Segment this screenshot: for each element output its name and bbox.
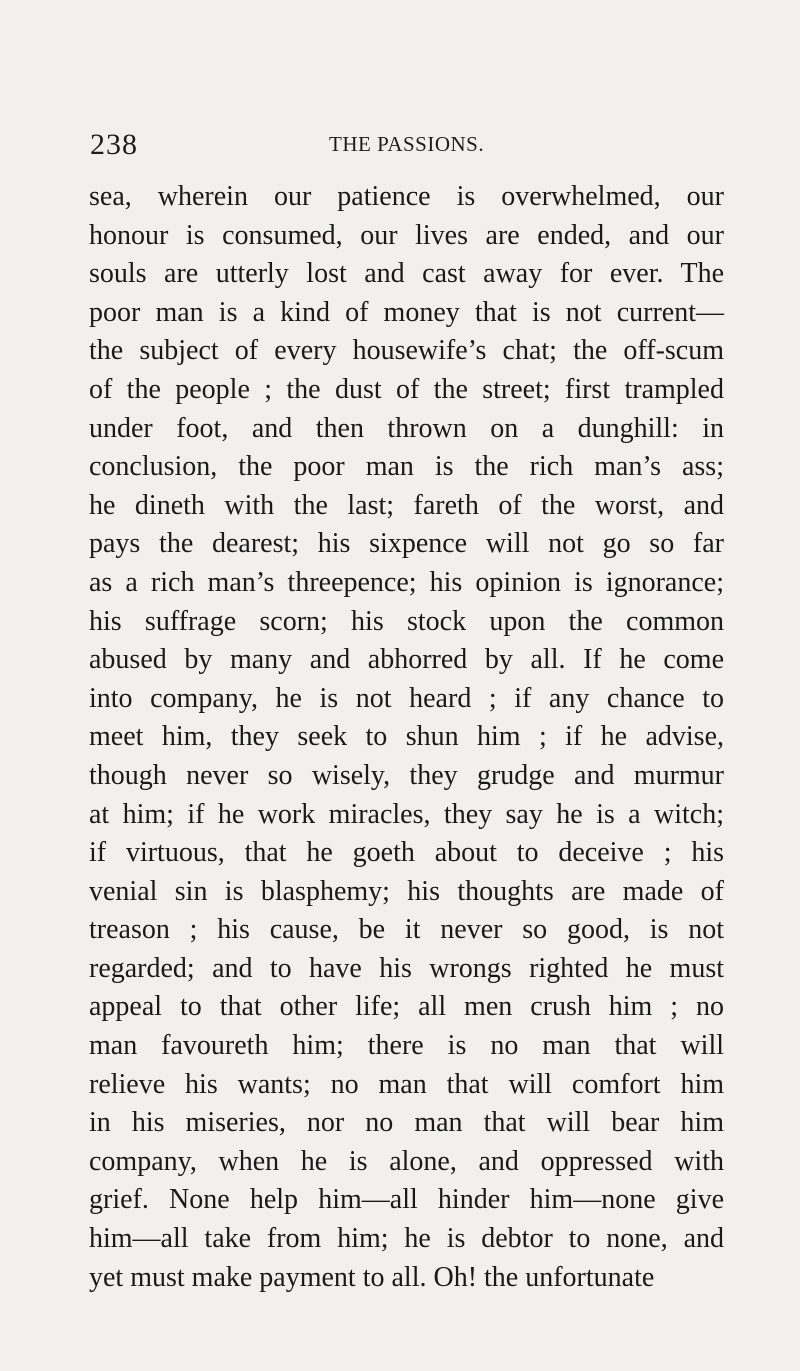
text-line: relieve his wants; no man that will comfort him <box>89 1068 724 1100</box>
text-line: company, when he is alone, and oppressed with <box>89 1145 724 1177</box>
text-line: yet must make payment to all. Oh! the unfortunate <box>89 1261 655 1293</box>
text-line: souls are utterly lost and cast away for ever. The <box>89 258 724 290</box>
text-line: pays the dearest; his sixpence will not go so far <box>89 528 724 560</box>
text-line: though never so wisely, they grudge and murmur <box>89 759 724 791</box>
page-number: 238 <box>90 128 138 161</box>
text-line: appeal to that other life; all men crush him ; no <box>89 991 724 1023</box>
text-line: under foot, and then thrown on a dunghill: in <box>89 412 724 444</box>
text-line: conclusion, the poor man is the rich man’s ass; <box>89 451 724 483</box>
text-line: meet him, they seek to shun him ; if he advise, <box>89 721 724 753</box>
text-line: into company, he is not heard ; if any chance to <box>89 682 724 714</box>
text-line: grief. None help him—all hinder him—none give <box>89 1184 724 1216</box>
page-header <box>90 128 730 164</box>
text-line: sea, wherein our patience is overwhelmed, our <box>89 181 724 212</box>
text-line: regarded; and to have his wrongs righted he must <box>89 952 724 984</box>
text-line: him—all take from him; he is debtor to none, and <box>89 1223 724 1255</box>
text-line: his suffrage scorn; his stock upon the common <box>89 605 724 637</box>
text-line: honour is consumed, our lives are ended, and our <box>89 219 724 251</box>
text-line: man favoureth him; there is no man that will <box>89 1030 724 1062</box>
body-text <box>89 178 724 1297</box>
text-line: if virtuous, that he goeth about to deceive ; his <box>89 837 724 869</box>
running-head: THE PASSIONS. <box>329 132 485 156</box>
text-line: he dineth with the last; fareth of the worst, and <box>89 489 724 521</box>
text-line: of the people ; the dust of the street; first trampled <box>89 373 724 405</box>
text-line: at him; if he work miracles, they say he is a witch; <box>89 798 724 830</box>
text-line: poor man is a kind of money that is not current— <box>89 296 724 328</box>
text-line: as a rich man’s threepence; his opinion is ignorance; <box>89 566 724 598</box>
text-line: the subject of every housewife’s chat; the off-scum <box>89 335 724 367</box>
text-line: abused by many and abhorred by all. If he come <box>89 644 724 676</box>
text-line: in his miseries, nor no man that will bear him <box>89 1107 724 1139</box>
text-line: venial sin is blasphemy; his thoughts are made of <box>89 875 724 907</box>
text-line: treason ; his cause, be it never so good, is not <box>89 914 724 946</box>
